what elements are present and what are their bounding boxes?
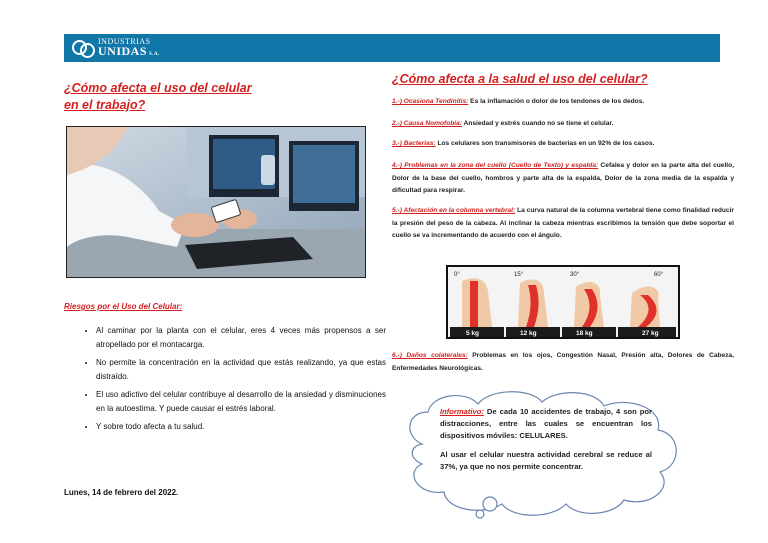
spine-angle: 15° [514,272,524,278]
health-item [392,350,734,375]
health-item-text: Cefalea y dolor en la parte alta del cuello, Dolor de la base del cuello, hombros y parte alta de la espalda, Dolor de la zona media de la espalda y dificultad para respirar. [392,162,735,194]
info-label: Informativo: [440,407,484,416]
header-bar [64,34,720,62]
health-item [392,118,734,131]
spine-figure-2 [562,272,616,337]
left-title: ¿Cómo afecta el uso del celular en el trabajo? [64,81,252,112]
risk-item: • El uso adictivo del celular contribuye al desarrollo de la ansiedad y disminuciones en la autoestima. Y puede causar el estrés laboral. [96,388,386,416]
health-item-label: 4.-) Problemas en la zona del cuello (Cuello de Texto) y espalda: [392,162,599,169]
health-item-label: 2.-) Causa Nomofobia: [392,120,462,127]
date-label: Lunes, 14 de febrero del 2022. [64,488,179,497]
spine-angle: 30° [570,272,580,278]
spine-angle-figure [446,265,680,339]
spine-figure-0 [450,272,504,337]
risk-item: • No permite la concentración en la actividad que estás realizando, ya que estas distraído. [96,356,386,384]
health-item [392,205,734,243]
health-item [392,160,734,198]
health-item [392,96,734,109]
health-item-label: 5.-) Afectación en la columna vertebral: [392,207,516,214]
health-item-label: 3.-) Bacterias: [392,140,436,147]
health-item-label: 6.-) Daños colaterales: [392,352,468,359]
office-photo [66,126,366,278]
info-cloud-text [440,406,652,480]
info-text-1: De cada 10 accidentes de trabajo, 4 son por distracciones, entre las cuales se encuentran los dispositivos móviles: CELULARES. [440,407,652,440]
logo-line1: INDUSTRIAS [98,36,151,46]
risk-item: • Y sobre todo afecta a tu salud. [96,420,386,434]
spine-weight: 18 kg [576,330,593,337]
logo-rings-icon [72,40,94,56]
spine-weight: 27 kg [642,330,659,337]
health-item-text: La curva natural de la columna vertebral tiene como finalidad reducir la presión del peso de la cabeza. Al inclinar la cabeza mientras escribimos la tensión que debe soportar el cuello se va incrementando de acuerdo con el ángulo. [392,207,734,239]
right-title: ¿Cómo afecta a la salud el uso del celular? [392,72,648,86]
spine-angle: 0° [454,272,460,278]
spine-figure-1 [506,272,560,337]
health-item-text: Es la inflamación o dolor de los tendones de los dedos. [470,98,645,105]
spine-figure-3 [618,272,676,337]
spine-angle: 60° [654,272,664,278]
health-item-text: Problemas en los ojos, Congestión Nasal, Presión alta, Dolores de Cabeza, Enfermedades Neurológicas. [392,352,734,372]
health-item-text: Los celulares son transmisores de bacterias en un 92% de los casos. [437,140,655,147]
company-logo [72,38,160,58]
risk-item: • Al caminar por la planta con el celular, eres 4 veces más propensos a ser atropellado por el montacarga. [96,324,386,352]
health-item-text: Ansiedad y estrés cuando no se tiene el celular. [463,120,614,127]
logo-suffix: S.A. [149,51,160,57]
risks-title: Riesgos por el Uso del Celular: [64,302,183,311]
info-text-2: Al usar el celular nuestra actividad cerebral se reduce al 37%, ya que no nos permite concentrar. [440,450,652,471]
logo-line2: UNIDAS [98,43,148,58]
risks-list [78,324,386,438]
spine-weight: 5 kg [466,330,480,337]
health-item-label: 1.-) Ocasiona Tendinitis: [392,98,469,105]
health-item [392,138,734,151]
spine-weight: 12 kg [520,330,537,337]
person-using-phone-illustration [67,127,365,277]
